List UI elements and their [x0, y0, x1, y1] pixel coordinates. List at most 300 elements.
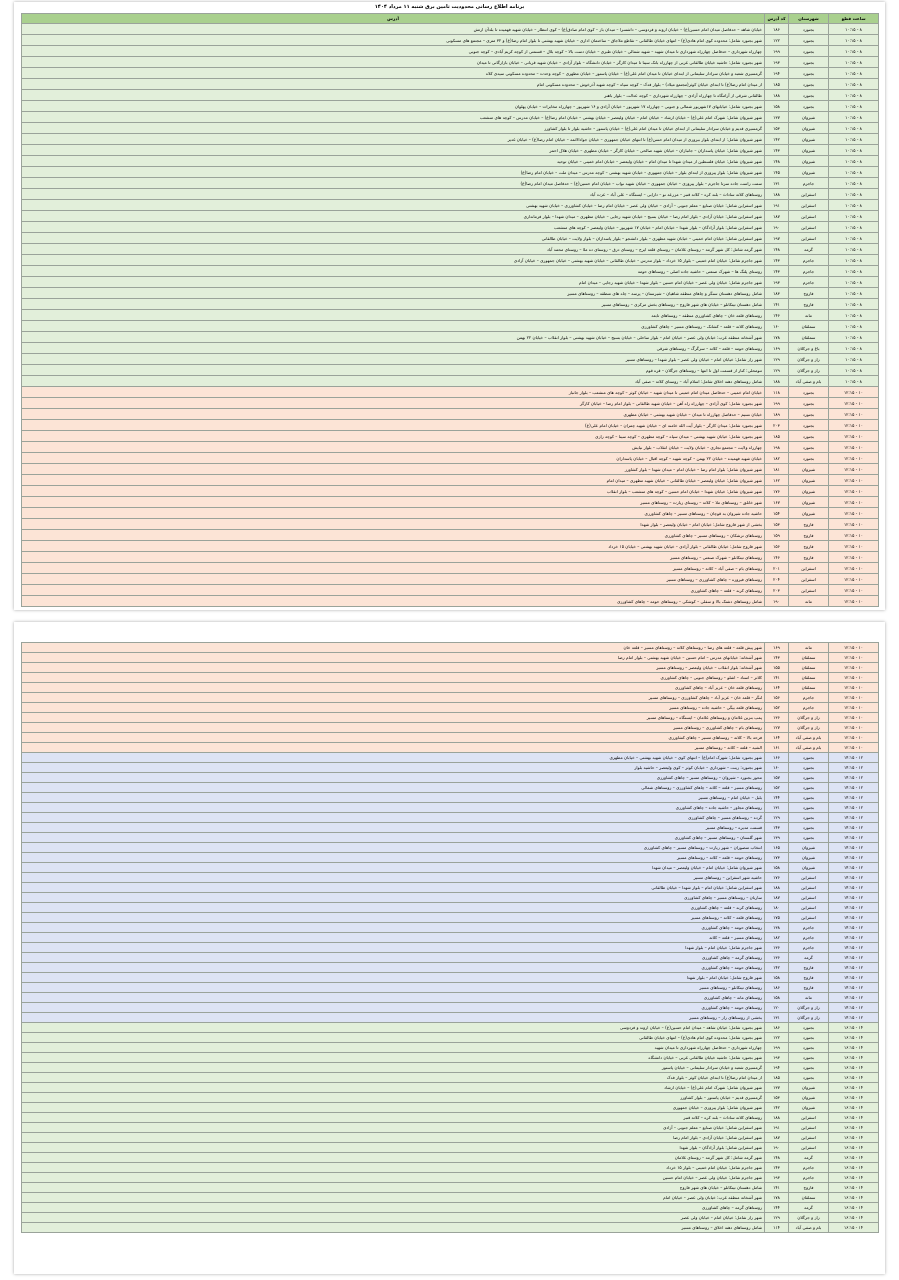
cell-city: بجنورد — [789, 79, 829, 90]
cell-address: شهر بجنورد شامل: حاشیه خیابان طالقانی غربی از چهارراه بانک سینا تا میدان کارگر – خیابان دانشگاه – بلوار آزادی – خیابان شهید قربانی – خیابان بازارگانی تا میدان — [22, 57, 765, 68]
cell-time: ۸ - ۱۰:۱۵ — [829, 156, 879, 167]
table-row — [22, 703, 879, 713]
cell-time: ۸ - ۱۰:۱۵ — [829, 277, 879, 288]
cell-address: روستاهای بام – صفی آباد – کلاته – روستاهای مسیر — [22, 563, 765, 574]
cell-address: شهر جاجرم شامل: خیابان امام خمینی – بلوار ۱۵ خرداد — [22, 1163, 765, 1173]
cell-address: گرمسیری شعبه و خیابان سرادار سلیمانی از ابتدای خیابان تا میدان امام علی(ع) – خیابان پاستور – خیابان مطهری – کوچه وحدت – محدوده مسکونی سیدی کلاه — [22, 68, 765, 79]
table-row — [22, 1113, 879, 1123]
cell-address: شهر بجنورد شامل: محدوده کوی امام هادی(ع) – انتهای خیابان طالقانی — [22, 1033, 765, 1043]
cell-time: ۸ - ۱۰:۱۵ — [829, 233, 879, 244]
cell-city: بجنورد — [789, 90, 829, 101]
cell-time: ۱۰ - ۱۲:۱۵ — [829, 733, 879, 743]
cell-code: ۱۵۸ — [765, 101, 789, 112]
cell-time: ۱۰ - ۱۲:۱۵ — [829, 574, 879, 585]
cell-time: ۱۴ - ۱۶:۱۵ — [829, 1023, 879, 1033]
cell-time: ۱۲ - ۱۴:۱۵ — [829, 863, 879, 873]
cell-address: شهر شیروان شامل: خیابان فلسطین از میدان شهدا تا میدان امام – خیابان ولیعصر – خیابان امام خمینی – خیابان توحید — [22, 156, 765, 167]
table-row — [22, 541, 879, 552]
table-row — [22, 683, 879, 693]
cell-code: ۱۴۸ — [765, 1153, 789, 1163]
table-row — [22, 222, 879, 233]
cell-time: ۸ - ۱۰:۱۵ — [829, 343, 879, 354]
table-row — [22, 943, 879, 953]
cell-city: بجنورد — [789, 1043, 829, 1053]
cell-time: ۱۰ - ۱۲:۱۵ — [829, 453, 879, 464]
table-row — [22, 431, 879, 442]
table-body — [22, 643, 879, 1233]
cell-city: گرمه — [789, 1153, 829, 1163]
cell-time: ۸ - ۱۰:۱۵ — [829, 46, 879, 57]
cell-city: جاجرم — [789, 277, 829, 288]
cell-city: شیروان — [789, 156, 829, 167]
table-row — [22, 574, 879, 585]
cell-city: جاجرم — [789, 255, 829, 266]
table-row — [22, 1073, 879, 1083]
table-row — [22, 1013, 879, 1023]
cell-city: جاجرم — [789, 923, 829, 933]
cell-city: مانه — [789, 596, 829, 607]
cell-city: شیروان — [789, 1083, 829, 1093]
cell-code: ۱۶۰ — [765, 763, 789, 773]
cell-city: بجنورد — [789, 420, 829, 431]
cell-address: شامل روستاهای دهنه اخلاق شامل: اسلام آباد – روستای کلاته – صفی آباد — [22, 376, 765, 387]
table-row — [22, 1123, 879, 1133]
cell-address: شهر اسفراین شامل: بلوار آزادگان – بلوار شهدا – خیابان امام – خیابان ۱۷ شهریور – خیابان ولیعصر – کوچه های منشعب — [22, 222, 765, 233]
cell-address: شهر بجنورد شامل: کوی آزادی – چهارراه راه آهن – خیابان شهید طالقانی – بلوار امام رضا – خیابان کارگر — [22, 398, 765, 409]
cell-city: بجنورد — [789, 409, 829, 420]
cell-time: ۱۲ - ۱۴:۱۵ — [829, 943, 879, 953]
schedule-page-2 — [14, 622, 885, 1274]
cell-address: روستاهای قلعه بیگی – حاشیه جاده – روستاهای مسیر — [22, 703, 765, 713]
cell-address: روستای پلنگ ها – شهرک صنعتی – حاشیه جاده اصلی – روستاهای حومه — [22, 266, 765, 277]
cell-time: ۱۴ - ۱۶:۱۵ — [829, 1143, 879, 1153]
cell-address: روستاهای تیتکانلو – روستاهای مسیر — [22, 983, 765, 993]
table-row — [22, 277, 879, 288]
cell-address: گرده – روستاهای مسیر – چاهای کشاورزی — [22, 813, 765, 823]
cell-time: ۱۴ - ۱۶:۱۵ — [829, 1213, 879, 1223]
cell-city: بجنورد — [789, 57, 829, 68]
cell-city: شیروان — [789, 464, 829, 475]
cell-code: ۱۲۹ — [765, 365, 789, 376]
table-row — [22, 321, 879, 332]
table-row — [22, 68, 879, 79]
cell-time: ۸ - ۱۰:۱۵ — [829, 57, 879, 68]
table-row — [22, 310, 879, 321]
cell-time: ۱۴ - ۱۶:۱۵ — [829, 1173, 879, 1183]
cell-address: سمت راست جاده سرتا جاجرم – بلوار پیروزی – خیابان جمهوری – خیابان شهید نواب – خیابان امام حسین(ع) – حدفاصل میدان امام رضا(ع) — [22, 178, 765, 189]
cell-time: ۸ - ۱۰:۱۵ — [829, 79, 879, 90]
table-row — [22, 299, 879, 310]
cell-time: ۸ - ۱۰:۱۵ — [829, 332, 879, 343]
cell-time: ۱۰ - ۱۲:۱۵ — [829, 563, 879, 574]
cell-city: راز و جرگلان — [789, 1003, 829, 1013]
cell-code: ۱۹۳ — [765, 277, 789, 288]
table-row — [22, 464, 879, 475]
table-row — [22, 843, 879, 853]
table-row — [22, 763, 879, 773]
cell-time: ۱۲ - ۱۴:۱۵ — [829, 763, 879, 773]
cell-city: راز و جرگلان — [789, 713, 829, 723]
cell-city: سملقان — [789, 673, 829, 683]
cell-city: راز و جرگلان — [789, 365, 829, 376]
cell-city: مانه — [789, 643, 829, 653]
table-row — [22, 123, 879, 134]
table-row — [22, 773, 879, 783]
cell-address: روستاهای کلاته – قلعه – کشانک – روستاهای مسیر – چاهای کشاورزی — [22, 321, 765, 332]
cell-city: بجنورد — [789, 833, 829, 843]
cell-code: ۱۷۶ — [765, 873, 789, 883]
cell-code: ۱۵۸ — [765, 863, 789, 873]
cell-code: ۱۹۰ — [765, 596, 789, 607]
cell-code: ۱۸۸ — [765, 189, 789, 200]
table-row — [22, 244, 879, 255]
cell-city: بجنورد — [789, 398, 829, 409]
table-row — [22, 733, 879, 743]
cell-city: سملقان — [789, 683, 829, 693]
cell-time: ۱۲ - ۱۴:۱۵ — [829, 803, 879, 813]
cell-address: شهر شیروان شامل: از ابتدای بلوار بیروزی از میدان امام حسن(ع) تا انتهای خیابان جمهوری – خیابان جوادالائمه – خیابان امام رضا(ع) – خیابان غدیر — [22, 134, 765, 145]
table-row — [22, 893, 879, 903]
cell-code: ۱۴۱ — [765, 299, 789, 310]
cell-time: ۸ - ۱۰:۱۵ — [829, 178, 879, 189]
cell-address: شهر اسفراین شامل: خیابان آزادی – بلوار امام رضا – خیابان بسیج – خیابان شهید رجایی – خیابان مطهری – میدان شهدا – بلوار فرمانداری — [22, 211, 765, 222]
cell-time: ۱۰ - ۱۲:۱۵ — [829, 519, 879, 530]
cell-code: ۱۹۸ — [765, 442, 789, 453]
cell-time: ۱۲ - ۱۴:۱۵ — [829, 773, 879, 783]
table-row — [22, 1053, 879, 1063]
cell-time: ۱۴ - ۱۶:۱۵ — [829, 1103, 879, 1113]
table-row — [22, 46, 879, 57]
cell-code: ۱۲۹ — [765, 1213, 789, 1223]
cell-code: ۱۲۷ — [765, 723, 789, 733]
cell-city: سملقان — [789, 653, 829, 663]
cell-time: ۱۰ - ۱۲:۱۵ — [829, 552, 879, 563]
table-row — [22, 643, 879, 653]
table-row — [22, 1203, 879, 1213]
cell-time: ۱۰ - ۱۲:۱۵ — [829, 398, 879, 409]
cell-time: ۱۲ - ۱۴:۱۵ — [829, 833, 879, 843]
cell-time: ۸ - ۱۰:۱۵ — [829, 255, 879, 266]
cell-time: ۱۲ - ۱۴:۱۵ — [829, 813, 879, 823]
cell-code: ۲۰۳ — [765, 585, 789, 596]
cell-city: شیروان — [789, 508, 829, 519]
table-row — [22, 823, 879, 833]
cell-city: شیروان — [789, 112, 829, 123]
cell-address: شهر بجنورد شامل: حاشیه خیابان طالقانی غربی – خیابان دانشگاه — [22, 1053, 765, 1063]
cell-time: ۱۲ - ۱۴:۱۵ — [829, 983, 879, 993]
cell-code: ۱۶۰ — [765, 321, 789, 332]
table-row — [22, 863, 879, 873]
cell-code: ۱۹۰ — [765, 1143, 789, 1153]
table-body — [22, 24, 879, 607]
table-row — [22, 1093, 879, 1103]
table-row — [22, 1063, 879, 1073]
cell-city: گرمه — [789, 244, 829, 255]
cell-city: شیروان — [789, 853, 829, 863]
cell-time: ۱۲ - ۱۴:۱۵ — [829, 973, 879, 983]
cell-code: ۱۹۹ — [765, 1043, 789, 1053]
table-row — [22, 663, 879, 673]
cell-code: ۱۲۲ — [765, 35, 789, 46]
cell-code: ۱۴۳ — [765, 823, 789, 833]
cell-code: ۱۹۴ — [765, 1063, 789, 1073]
cell-address: شهر شیروان شامل: شهرک امام علی(ع) – خیابان ارشاد – خیابان امام – خیابان ولیعصر – خیابان بهشتی – خیابان امام رضا(ع) – خیابان مدرس – کوچه های منشعب — [22, 112, 765, 123]
cell-time: ۸ - ۱۰:۱۵ — [829, 222, 879, 233]
cell-time: ۱۲ - ۱۴:۱۵ — [829, 793, 879, 803]
cell-city: جاجرم — [789, 178, 829, 189]
cell-address: روستاهای حومه – چاهای کشاورزی — [22, 963, 765, 973]
cell-code: ۱۵۶ — [765, 693, 789, 703]
cell-time: ۸ - ۱۰:۱۵ — [829, 266, 879, 277]
table-row — [22, 79, 879, 90]
cell-city: راز و جرگلان — [789, 1213, 829, 1223]
cell-address: چهارراه شهرداری – حدفاصل چهارراه شهرداری تا میدان شهید — [22, 1043, 765, 1053]
table-row — [22, 376, 879, 387]
table-row — [22, 409, 879, 420]
cell-time: ۱۰ - ۱۲:۱۵ — [829, 431, 879, 442]
cell-address: چهارراه ولایت – مجتمع تجاری – خیابان ولایت – خیابان انقلاب – بلوار نیایش — [22, 442, 765, 453]
cell-city: جاجرم — [789, 943, 829, 953]
cell-city: اسفراین — [789, 574, 829, 585]
cell-time: ۱۲ - ۱۴:۱۵ — [829, 923, 879, 933]
cell-time: ۸ - ۱۰:۱۵ — [829, 112, 879, 123]
cell-city: گرمه — [789, 953, 829, 963]
cell-time: ۱۰ - ۱۲:۱۵ — [829, 475, 879, 486]
cell-city: مانه — [789, 310, 829, 321]
cell-code: ۱۸۱ — [765, 464, 789, 475]
cell-code: ۱۴۱ — [765, 1183, 789, 1193]
cell-city: بجنورد — [789, 46, 829, 57]
cell-time: ۸ - ۱۰:۱۵ — [829, 68, 879, 79]
cell-time: ۱۰ - ۱۲:۱۵ — [829, 663, 879, 673]
cell-code: ۱۸۶ — [765, 24, 789, 35]
cell-code: ۱۸۰ — [765, 903, 789, 913]
table-row — [22, 90, 879, 101]
cell-city: بجنورد — [789, 101, 829, 112]
cell-city: شیروان — [789, 863, 829, 873]
cell-time: ۸ - ۱۰:۱۵ — [829, 167, 879, 178]
table-row — [22, 1033, 879, 1043]
cell-address: گرمسیری قدیم – خیابان پاستور – بلوار کشاورز — [22, 1093, 765, 1103]
cell-code: ۱۸۶ — [765, 1023, 789, 1033]
cell-address: روستاهای گرمه – چاهای کشاورزی — [22, 953, 765, 963]
cell-address: روستاهای کرند – قلعه – چاهای کشاورزی — [22, 903, 765, 913]
cell-city: باغ و جرکلان — [789, 343, 829, 354]
cell-city: بجنورد — [789, 803, 829, 813]
cell-city: بجنورد — [789, 783, 829, 793]
cell-time: ۸ - ۱۰:۱۵ — [829, 288, 879, 299]
cell-address: گرمسیری قدیم و خیابان سرادار سلیمانی از ابتدای خیابان تا میدان امام علی(ع) – خیابان پاستور – حاشیه بلوار تا بلوار کشاورز — [22, 123, 765, 134]
cell-code: ۱۸۳ — [765, 288, 789, 299]
cell-code: ۱۵۲ — [765, 783, 789, 793]
cell-address: روستاهای قلعه – کلاته – روستاهای مسیر — [22, 913, 765, 923]
cell-code: ۱۵۸ — [765, 973, 789, 983]
cell-address: طالقانی شرقی از آرامگاه تا چهارراه آزادی – چهارراه شهرداری – کوچه عدالت – بلوار باهنر — [22, 90, 765, 101]
table-row — [22, 112, 879, 123]
cell-address: روستاهای مانه – چاهای کشاورزی — [22, 993, 765, 1003]
cell-address: شهر گلستان – روستاهای مسیر – چاهای کشاورزی — [22, 833, 765, 843]
header-time: ساعت قطع — [829, 14, 879, 24]
cell-time: ۸ - ۱۰:۱۵ — [829, 376, 879, 387]
cell-code: ۱۷۶ — [765, 486, 789, 497]
cell-address: کلاتر – استاد – اشلو – روستاهای جنوبی – چاهای کشاورزی — [22, 673, 765, 683]
cell-city: اسفراین — [789, 222, 829, 233]
table-row — [22, 354, 879, 365]
cell-city: فاروج — [789, 973, 829, 983]
cell-time: ۱۰ - ۱۲:۱۵ — [829, 743, 879, 753]
cell-code: ۱۶۱ — [765, 743, 789, 753]
table-row — [22, 1163, 879, 1173]
cell-address: شهر بجنورد شامل: خیابان شاهد – میدان امام حسین(ع) – خیابان اروند و فردوسی — [22, 1023, 765, 1033]
cell-time: ۸ - ۱۰:۱۵ — [829, 134, 879, 145]
cell-time: ۸ - ۱۰:۱۵ — [829, 123, 879, 134]
cell-code: ۱۹۳ — [765, 57, 789, 68]
cell-time: ۱۴ - ۱۶:۱۵ — [829, 1043, 879, 1053]
cell-address: روستاهای کلاته ساداث – بلند کره – کلاته قنبر — [22, 1113, 765, 1123]
cell-city: شیروان — [789, 475, 829, 486]
table-row — [22, 1223, 879, 1233]
cell-address: الشیه – قلعه – کلاته – روستاهای مسیر — [22, 743, 765, 753]
cell-time: ۱۴ - ۱۶:۱۵ — [829, 1153, 879, 1163]
cell-time: ۱۲ - ۱۴:۱۵ — [829, 953, 879, 963]
cell-code: ۱۶۵ — [765, 843, 789, 853]
cell-code: ۱۵۳ — [765, 519, 789, 530]
table-row — [22, 200, 879, 211]
cell-code: ۱۹۷ — [765, 233, 789, 244]
table-row — [22, 585, 879, 596]
cell-address: شهر شیروان شامل: خیابان امام – خیابان ولیعصر – میدان شهدا — [22, 863, 765, 873]
cell-address: شهر فاروج شامل: خیابان طالقانی – بلوار آزادی – خیابان شهید بهشتی – خیابان ۱۵ خرداد — [22, 541, 765, 552]
cell-time: ۱۲ - ۱۴:۱۵ — [829, 753, 879, 763]
header-code: کد آدرس — [765, 14, 789, 24]
cell-address: شهر پیش قلعه – قلعه های رضا – روستاهای کلاته – روستاهای مسیر – قلعه خان — [22, 643, 765, 653]
cell-code: ۱۳۷ — [765, 1083, 789, 1093]
cell-time: ۱۰ - ۱۲:۱۵ — [829, 530, 879, 541]
cell-time: ۱۴ - ۱۶:۱۵ — [829, 1123, 879, 1133]
cell-address: شهر راز شامل: خیابان امام – خیابان ولی عصر – بلوار شهدا – روستاهای مسیر — [22, 354, 765, 365]
table-row — [22, 1183, 879, 1193]
cell-time: ۸ - ۱۰:۱۵ — [829, 35, 879, 46]
cell-code: ۱۵۸ — [765, 993, 789, 1003]
table-row — [22, 167, 879, 178]
cell-time: ۸ - ۱۰:۱۵ — [829, 24, 879, 35]
cell-code: ۱۵۵ — [765, 663, 789, 673]
cell-time: ۱۴ - ۱۶:۱۵ — [829, 1113, 879, 1123]
table-row — [22, 156, 879, 167]
table-row — [22, 1153, 879, 1163]
cell-code: ۲۰۴ — [765, 574, 789, 585]
cell-city: بجنورد — [789, 793, 829, 803]
table-row — [22, 453, 879, 464]
table-row — [22, 288, 879, 299]
cell-address: شهر اسفراین شامل: خیابان صنایع – معلم جنوبی – آزادی – خیابان ولی عصر – خیابان امام رضا – خیابان کشاورزی – خیابان شهید بهشتی — [22, 200, 765, 211]
cell-city: شیروان — [789, 134, 829, 145]
cell-address: شهر آشخانه منطقه غرب: خیابان ولی عصر – خیابان امام – بلوار ساحلی – خیابان بسیج – خیابان شهید بهشتی – بلوار انقلاب – خیابان ۲۲ بهمن — [22, 332, 765, 343]
cell-city: اسفراین — [789, 913, 829, 923]
cell-address: از میدان امام رضا(ع) تا ابتدای خیابان کوثر(مجتمع میلاد) – بلوار فدک – کوچه سپاه – کوچه شهید آذرخوش – محدوده مسکونی امام — [22, 79, 765, 90]
cell-city: فاروج — [789, 299, 829, 310]
cell-address: شهر گرمه شامل: کل شهر گرمه – روستای غلامان – روستای قلعه ایرج – روستای درق – روستای ده ملا – روستای محمد آباد — [22, 244, 765, 255]
cell-code: ۱۱۴ — [765, 1223, 789, 1233]
cell-address: شهر آشخانه منطقه غرب: خیابان ولی عصر – خیابان امام — [22, 1193, 765, 1203]
cell-city: سملقان — [789, 321, 829, 332]
table-row — [22, 178, 879, 189]
cell-city: مانه — [789, 993, 829, 1003]
cell-city: فاروج — [789, 288, 829, 299]
cell-address: روستاهای کلاته ساداث – بلند کره – کلاته قنبر – مزرعه نو – دارابی – ایستگاه – علی آباد – عزت آباد — [22, 189, 765, 200]
cell-time: ۸ - ۱۰:۱۵ — [829, 299, 879, 310]
cell-time: ۱۲ - ۱۴:۱۵ — [829, 993, 879, 1003]
cell-city: اسفراین — [789, 903, 829, 913]
cell-address: از میدان امام رضا(ع) تا ابتدای خیابان کوثر – بلوار فدک — [22, 1073, 765, 1083]
cell-address: پمپ بنزین غلامان و روستاهای غلامان – ایستگاه – روستاهای مسیر — [22, 713, 765, 723]
cell-time: ۱۰ - ۱۲:۱۵ — [829, 442, 879, 453]
cell-address: شهر جاجرم شامل: خیابان امام خمینی – بلوار ۱۵ خرداد – بلوار مدرس – خیابان طالقانی – خیابان شهید بهشتی – خیابان جمهوری – خیابان آزادی — [22, 255, 765, 266]
cell-code: ۱۵۹ — [765, 530, 789, 541]
cell-code: ۱۴۳ — [765, 266, 789, 277]
cell-address: روستاهای قلعه خان – چاهای کشاورزی منطقه – روستاهای تابعه — [22, 310, 765, 321]
table-row — [22, 519, 879, 530]
cell-address: شهر جاجرم شامل: خیابان امام – بلوار شهدا — [22, 943, 765, 953]
cell-code: ۱۹۱ — [765, 1123, 789, 1133]
cell-address: شهر بجنورد شامل: محدوده کوی امام هادی(ع) – انتهای خیابان طالقانی – تقاطع ملاجاق – ساختمان اداری – خیابان شهید بهشتی تا بلوار امام رضا(ع) و ۳۲ متری – مجتمع های مسکونی — [22, 35, 765, 46]
table-row — [22, 963, 879, 973]
table-row — [22, 1083, 879, 1093]
cell-city: بجنورد — [789, 763, 829, 773]
table-row — [22, 387, 879, 398]
cell-city: بجنورد — [789, 1033, 829, 1043]
cell-city: اسفراین — [789, 883, 829, 893]
schedule-table — [21, 13, 879, 607]
cell-address: شامل روستاهای دهنه اخلاق – روستاهای مسیر — [22, 1223, 765, 1233]
cell-address: خیابان شاهد – حدفاصل میدان امام حسین(ع) – خیابان اروند و فردوسی – داشسرا – میدان باز – کوی امام صادق(ع) – کوی انتظار – خیابان شهید فهمیده تا بلدآن ارتش — [22, 24, 765, 35]
cell-code: ۱۴۲ — [765, 134, 789, 145]
cell-time: ۸ - ۱۰:۱۵ — [829, 244, 879, 255]
cell-city: شیروان — [789, 1103, 829, 1113]
table-row — [22, 1133, 879, 1143]
table-row — [22, 530, 879, 541]
cell-address: خیابان نسیم – حدفاصل چهارراه تا میدان – خیابان شهید بهشتی – خیابان مطهری — [22, 409, 765, 420]
cell-address: فرحه بالا – کلاته – روستاهای مسیر – چاهای کشاورزی — [22, 733, 765, 743]
cell-code: ۱۷۵ — [765, 913, 789, 923]
table-row — [22, 653, 879, 663]
cell-code: ۱۲۲ — [765, 1033, 789, 1043]
cell-city: اسفراین — [789, 1133, 829, 1143]
cell-code: ۱۹۹ — [765, 46, 789, 57]
cell-address: روستاهای حومه – قلعه – کلاته – سرگرگ – روستاهای شرقی — [22, 343, 765, 354]
cell-city: اسفراین — [789, 211, 829, 222]
cell-city: فاروج — [789, 963, 829, 973]
cell-time: ۱۲ - ۱۴:۱۵ — [829, 783, 879, 793]
cell-city: راز و جرگلان — [789, 723, 829, 733]
cell-city: راز و جرگلان — [789, 354, 829, 365]
cell-city: بجنورد — [789, 387, 829, 398]
cell-address: روستاهای مسیر – قلعه – کلاته – چاهای کشاورزی – روستاهای شمالی — [22, 783, 765, 793]
cell-code: ۱۵۷ — [765, 773, 789, 783]
cell-time: ۸ - ۱۰:۱۵ — [829, 101, 879, 112]
cell-time: ۱۴ - ۱۶:۱۵ — [829, 1053, 879, 1063]
table-row — [22, 923, 879, 933]
cell-time: ۱۲ - ۱۴:۱۵ — [829, 893, 879, 903]
cell-address: شهر اسفراین شامل: بلوار آزادگان – بلوار شهدا — [22, 1143, 765, 1153]
cell-address: روستاهای قلعه خان – عزیز آباد – چاهای کشاورزی — [22, 683, 765, 693]
cell-address: شامل روستاهای دهستان سنگر و چاهای منطقه شاهیان – شیرستان – پرسه – چاه های منطقه – روستاهای مسیر — [22, 288, 765, 299]
cell-address: شامل دهستان تیتکانلو – خیابان های شهر فاروج — [22, 1183, 765, 1193]
table-row — [22, 743, 879, 753]
cell-code: ۱۹۹ — [765, 398, 789, 409]
cell-code: ۱۵۳ — [765, 123, 789, 134]
cell-code: ۱۴۶ — [765, 310, 789, 321]
